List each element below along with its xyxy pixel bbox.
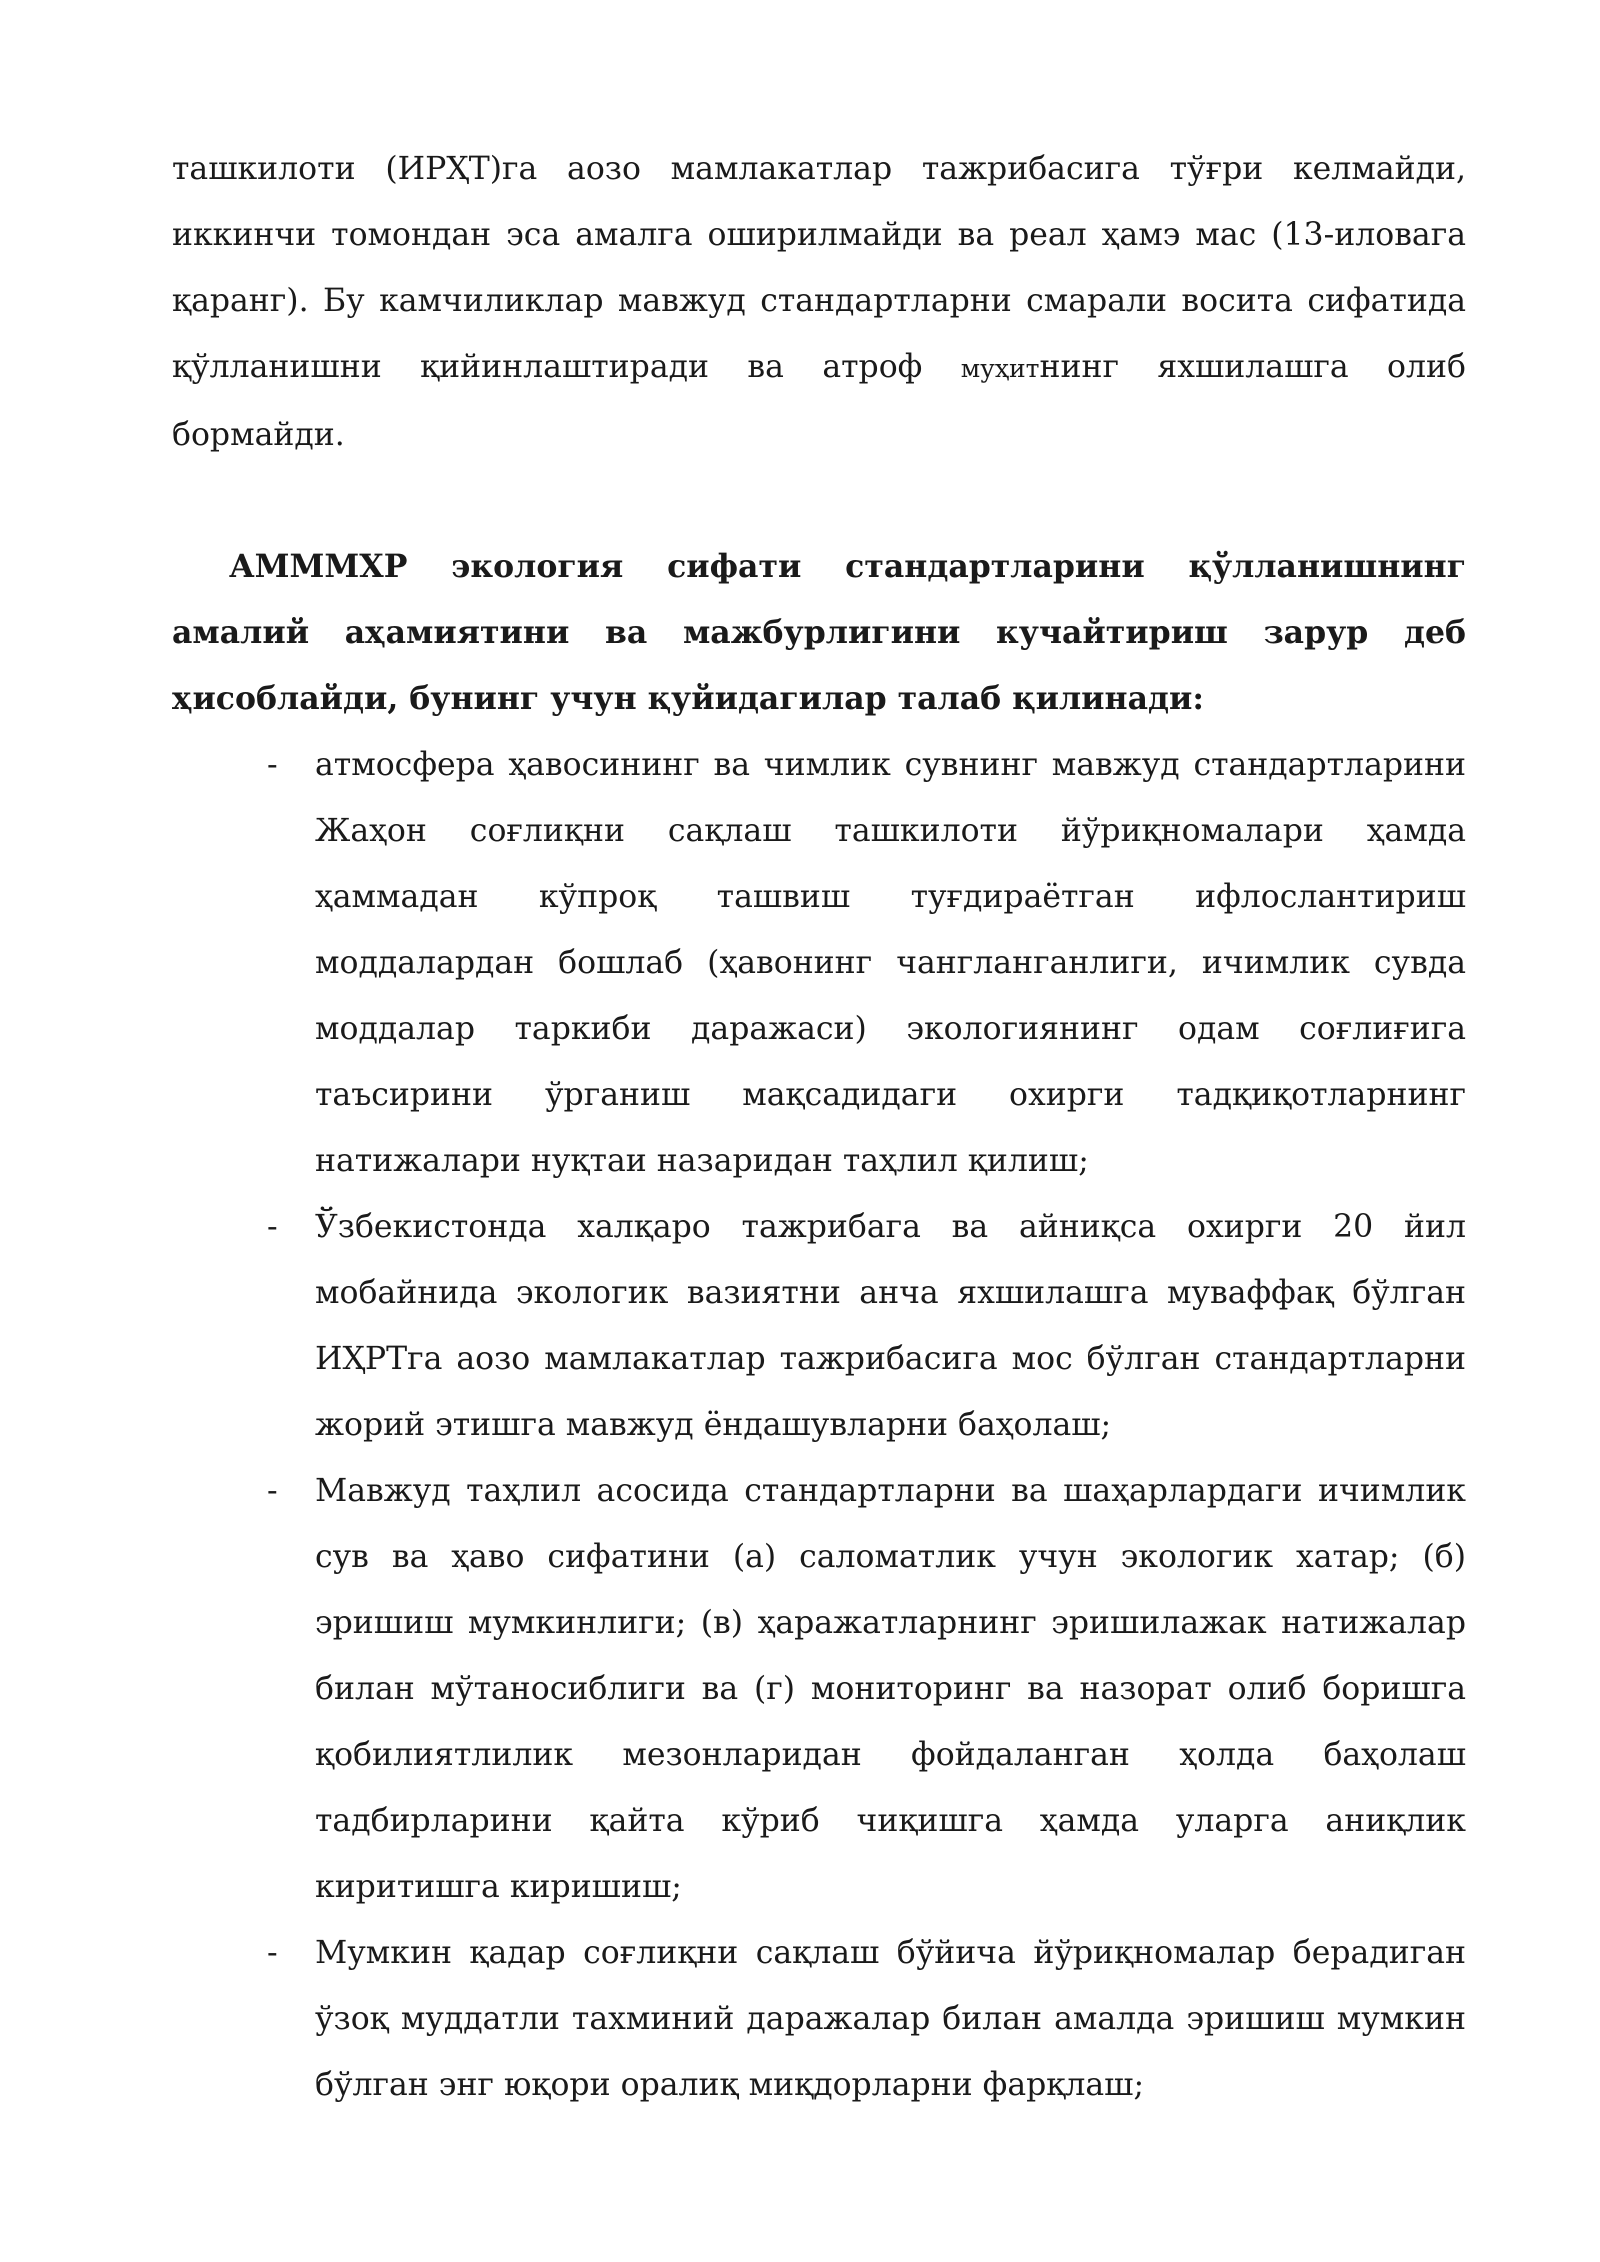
list-item <box>172 1458 1466 1920</box>
list-item <box>172 1194 1466 1458</box>
intro-text-small: муҳит <box>960 354 1040 383</box>
list-bullet: - <box>267 747 278 783</box>
intro-paragraph <box>172 136 1466 468</box>
list-item-text: Мумкин қадар соғлиқни сақлаш бўйича йўриқномалар берадиган ўзоқ муддатли тахминий даражалар билан амалда эришиш мумкин бўлган энг юқори оралиқ миқдорларни фарқлаш; <box>315 1935 1466 2103</box>
list-item <box>172 1920 1466 2118</box>
list-item-text: Мавжуд таҳлил асосида стандартларни ва шаҳарлардаги ичимлик сув ва ҳаво сифатини (а) саломатлик учун экологик хатар; (б) эришиш мумкинлиги; (в) ҳаражатларнинг эришилажак натижалар билан мўтаносиблиги ва (г) мониторинг ва назорат олиб боришга қобилиятлилик мезонларидан фойдаланган ҳолда баҳолаш тадбирларини қайта кўриб чиқишга ҳамда уларга аниқлик киритишга киришиш; <box>315 1473 1466 1905</box>
list-item-text: Ўзбекистонда халқаро тажрибага ва айниқса охирги 20 йил мобайнида экологик вазиятни анча яхшилашга муваффақ бўлган ИҲРТга аозо мамлакатлар тажрибасига мос бўлган стандартларни жорий этишга мавжуд ёндашувларни баҳолаш; <box>315 1209 1466 1443</box>
list-item-text: атмосфера ҳавосининг ва чимлик сувнинг мавжуд стандартларини Жаҳон соғлиқни сақлаш ташкилоти йўриқномалари ҳамда ҳаммадан кўпроқ ташвиш туғдираётган ифлослантириш моддалардан бошлаб (ҳавонинг чангланганлиги, ичимлик сувда моддалар таркиби даражаси) экологиянинг одам соғлиғига таъсирини ўрганиш мақсадидаги охирги тадқиқотларнинг натижалари нуқтаи назаридан таҳлил қилиш; <box>315 747 1466 1179</box>
list-bullet: - <box>267 1935 278 1971</box>
bold-recommendation-paragraph: АММMХР экология сифати стандартларини қўлланишнинг амалий аҳамиятини ва мажбурлигини кучайтириш зарур деб ҳисоблайди, бунинг учун қуйидагилар талаб қилинади: <box>172 548 1466 717</box>
requirements-list <box>172 732 1466 2118</box>
list-item <box>172 732 1466 1194</box>
intro-text-a: ташкилоти (ИРҲТ)га аозо мамлакатлар тажрибасига тўғри келмайди, иккинчи томондан эса амалга оширилмайди ва реал ҳамэ мас (13-иловага қаранг). Бу камчиликлар мавжуд стандартларни смарали восита сифатида қўлланишни қийинлаштиради ва атроф <box>172 151 1466 385</box>
paragraph-gap <box>172 468 1466 534</box>
intro-text-b: нинг яхшилашга олиб бормайди. <box>172 349 1466 453</box>
list-bullet: - <box>267 1473 278 1509</box>
list-bullet: - <box>267 1209 278 1245</box>
document-page <box>172 136 1466 2118</box>
